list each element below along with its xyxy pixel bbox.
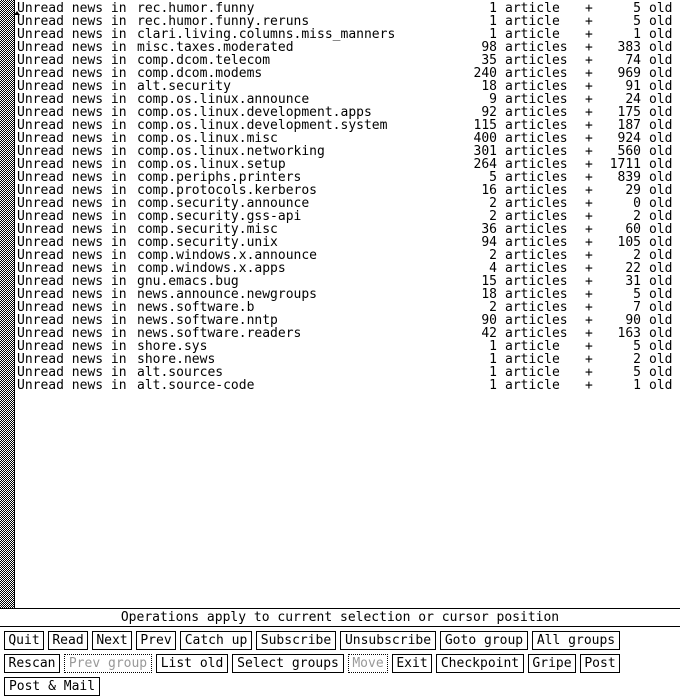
newsgroup-name: rec.humor.funny: [137, 2, 255, 15]
row-prefix: Unread news in: [17, 275, 127, 288]
prev-button[interactable]: Prev: [136, 631, 176, 650]
old-label: old: [649, 327, 673, 340]
unread-count: 2: [489, 210, 497, 223]
newsgroup-list-pane[interactable]: [17, 2, 677, 602]
old-label: old: [649, 340, 673, 353]
plus-sign: +: [585, 223, 593, 236]
unread-count: 1: [489, 2, 497, 15]
newsgroup-row[interactable]: [17, 28, 677, 41]
newsgroup-row[interactable]: [17, 366, 677, 379]
unit-label: articles: [505, 158, 568, 171]
old-count: 24: [625, 93, 641, 106]
newsgroup-name: comp.security.announce: [137, 197, 310, 210]
unread-count: 18: [481, 288, 497, 301]
newsgroup-name: comp.os.linux.announce: [137, 93, 310, 106]
old-count: 969: [617, 67, 641, 80]
row-prefix: Unread news in: [17, 15, 127, 28]
newsgroup-row[interactable]: [17, 158, 677, 171]
newsgroup-name: alt.security: [137, 80, 231, 93]
row-prefix: Unread news in: [17, 288, 127, 301]
plus-sign: +: [585, 41, 593, 54]
old-label: old: [649, 119, 673, 132]
old-count: 5: [633, 15, 641, 28]
row-prefix: Unread news in: [17, 28, 127, 41]
plus-sign: +: [585, 340, 593, 353]
unit-label: articles: [505, 327, 568, 340]
plus-sign: +: [585, 15, 593, 28]
old-count: 5: [633, 288, 641, 301]
plus-sign: +: [585, 249, 593, 262]
plus-sign: +: [585, 327, 593, 340]
unit-label: articles: [505, 80, 568, 93]
newsgroup-name: comp.security.unix: [137, 236, 278, 249]
unread-count: 301: [473, 145, 497, 158]
quit-button[interactable]: Quit: [4, 631, 44, 650]
row-prefix: Unread news in: [17, 54, 127, 67]
post-button[interactable]: Post: [580, 654, 620, 673]
plus-sign: +: [585, 236, 593, 249]
row-prefix: Unread news in: [17, 366, 127, 379]
newsgroup-name: comp.dcom.telecom: [137, 54, 271, 67]
old-count: 0: [633, 197, 641, 210]
newsgroup-name: comp.periphs.printers: [137, 171, 302, 184]
row-prefix: Unread news in: [17, 171, 127, 184]
newsgroup-name: comp.os.linux.development.system: [137, 119, 388, 132]
plus-sign: +: [585, 145, 593, 158]
newsgroup-row[interactable]: [17, 223, 677, 236]
newsgroup-row[interactable]: [17, 314, 677, 327]
newsgroup-name: news.software.b: [137, 301, 255, 314]
old-label: old: [649, 132, 673, 145]
old-label: old: [649, 67, 673, 80]
old-label: old: [649, 15, 673, 28]
text-insertion-caret-icon: [14, 11, 20, 15]
unread-count: 16: [481, 184, 497, 197]
checkpoint-button[interactable]: Checkpoint: [436, 654, 524, 673]
unsubscribe-button[interactable]: Unsubscribe: [340, 631, 436, 650]
unit-label: article: [505, 28, 560, 41]
newsgroup-name: comp.os.linux.misc: [137, 132, 278, 145]
newsgroup-row[interactable]: [17, 197, 677, 210]
newsgroup-row[interactable]: [17, 132, 677, 145]
scrollbar-divider: [14, 0, 15, 609]
unread-count: 2: [489, 249, 497, 262]
old-label: old: [649, 314, 673, 327]
row-prefix: Unread news in: [17, 223, 127, 236]
unread-count: 1: [489, 340, 497, 353]
old-count: 163: [617, 327, 641, 340]
unread-count: 264: [473, 158, 497, 171]
newsgroup-row[interactable]: [17, 41, 677, 54]
unit-label: articles: [505, 249, 568, 262]
old-count: 839: [617, 171, 641, 184]
plus-sign: +: [585, 184, 593, 197]
old-label: old: [649, 301, 673, 314]
newsgroup-name: misc.taxes.moderated: [137, 41, 294, 54]
plus-sign: +: [585, 288, 593, 301]
newsgroup-row[interactable]: [17, 15, 677, 28]
newsgroup-row[interactable]: [17, 2, 677, 15]
unit-label: articles: [505, 262, 568, 275]
row-prefix: Unread news in: [17, 249, 127, 262]
subscribe-button[interactable]: Subscribe: [256, 631, 336, 650]
unit-label: articles: [505, 301, 568, 314]
unit-label: articles: [505, 67, 568, 80]
newsgroup-name: alt.sources: [137, 366, 224, 379]
old-label: old: [649, 145, 673, 158]
unit-label: article: [505, 366, 560, 379]
newsgroup-row[interactable]: [17, 171, 677, 184]
unit-label: articles: [505, 132, 568, 145]
exit-button[interactable]: Exit: [392, 654, 432, 673]
unread-count: 1: [489, 379, 497, 392]
all-groups-button[interactable]: All groups: [532, 631, 620, 650]
newsgroup-row[interactable]: [17, 249, 677, 262]
unread-count: 4: [489, 262, 497, 275]
unread-count: 15: [481, 275, 497, 288]
old-count: 22: [625, 262, 641, 275]
unread-count: 36: [481, 223, 497, 236]
unread-count: 18: [481, 80, 497, 93]
newsgroup-name: shore.news: [137, 353, 216, 366]
newsgroup-name: alt.source-code: [137, 379, 255, 392]
unit-label: articles: [505, 288, 568, 301]
next-button[interactable]: Next: [92, 631, 132, 650]
old-label: old: [649, 353, 673, 366]
newsgroup-row[interactable]: [17, 145, 677, 158]
old-label: old: [649, 275, 673, 288]
old-label: old: [649, 223, 673, 236]
plus-sign: +: [585, 54, 593, 67]
status-message: Operations apply to current selection or cursor position: [120, 610, 560, 625]
row-prefix: Unread news in: [17, 262, 127, 275]
newsgroup-name: clari.living.columns.miss_manners: [137, 28, 396, 41]
gripe-button[interactable]: Gripe: [528, 654, 576, 673]
newsgroup-row[interactable]: [17, 236, 677, 249]
plus-sign: +: [585, 197, 593, 210]
newsgroup-name: news.software.nntp: [137, 314, 278, 327]
unread-count: 90: [481, 314, 497, 327]
old-count: 1: [633, 379, 641, 392]
row-prefix: Unread news in: [17, 210, 127, 223]
list-old-button[interactable]: List old: [156, 654, 228, 673]
newsgroup-row[interactable]: [17, 288, 677, 301]
row-prefix: Unread news in: [17, 2, 127, 15]
newsgroup-row[interactable]: [17, 106, 677, 119]
unit-label: article: [505, 379, 560, 392]
unit-label: articles: [505, 184, 568, 197]
plus-sign: +: [585, 106, 593, 119]
old-label: old: [649, 366, 673, 379]
plus-sign: +: [585, 28, 593, 41]
plus-sign: +: [585, 171, 593, 184]
old-count: 187: [617, 119, 641, 132]
row-prefix: Unread news in: [17, 145, 127, 158]
row-prefix: Unread news in: [17, 119, 127, 132]
newsgroup-name: comp.windows.x.announce: [137, 249, 318, 262]
vertical-scrollbar[interactable]: [0, 0, 14, 608]
old-count: 91: [625, 80, 641, 93]
old-label: old: [649, 158, 673, 171]
old-count: 5: [633, 340, 641, 353]
unread-count: 2: [489, 301, 497, 314]
unit-label: articles: [505, 210, 568, 223]
plus-sign: +: [585, 314, 593, 327]
row-prefix: Unread news in: [17, 106, 127, 119]
newsgroup-name: comp.os.linux.development.apps: [137, 106, 372, 119]
old-count: 74: [625, 54, 641, 67]
unit-label: articles: [505, 145, 568, 158]
unit-label: articles: [505, 93, 568, 106]
row-prefix: Unread news in: [17, 379, 127, 392]
unread-count: 98: [481, 41, 497, 54]
unread-count: 94: [481, 236, 497, 249]
row-prefix: Unread news in: [17, 184, 127, 197]
newsgroup-row[interactable]: [17, 275, 677, 288]
old-label: old: [649, 41, 673, 54]
newsgroup-name: comp.os.linux.setup: [137, 158, 286, 171]
plus-sign: +: [585, 353, 593, 366]
newsgroup-name: comp.os.linux.networking: [137, 145, 325, 158]
row-prefix: Unread news in: [17, 93, 127, 106]
unread-count: 5: [489, 171, 497, 184]
newsgroup-row[interactable]: [17, 80, 677, 93]
newsgroup-row[interactable]: [17, 119, 677, 132]
unit-label: articles: [505, 197, 568, 210]
row-prefix: Unread news in: [17, 327, 127, 340]
unit-label: articles: [505, 41, 568, 54]
newsgroup-name: shore.sys: [137, 340, 208, 353]
old-count: 383: [617, 41, 641, 54]
newsgroup-row[interactable]: [17, 93, 677, 106]
old-label: old: [649, 249, 673, 262]
plus-sign: +: [585, 301, 593, 314]
plus-sign: +: [585, 210, 593, 223]
old-label: old: [649, 288, 673, 301]
row-prefix: Unread news in: [17, 158, 127, 171]
divider-bottom: [0, 626, 680, 627]
newsgroup-row[interactable]: [17, 379, 677, 392]
old-label: old: [649, 210, 673, 223]
row-prefix: Unread news in: [17, 41, 127, 54]
plus-sign: +: [585, 67, 593, 80]
old-label: old: [649, 197, 673, 210]
old-label: old: [649, 171, 673, 184]
unread-count: 92: [481, 106, 497, 119]
plus-sign: +: [585, 132, 593, 145]
unit-label: articles: [505, 106, 568, 119]
row-prefix: Unread news in: [17, 301, 127, 314]
old-count: 924: [617, 132, 641, 145]
newsgroup-row[interactable]: [17, 340, 677, 353]
row-prefix: Unread news in: [17, 67, 127, 80]
rescan-button[interactable]: Rescan: [4, 654, 60, 673]
newsgroup-row[interactable]: [17, 301, 677, 314]
old-label: old: [649, 28, 673, 41]
divider-top: [0, 608, 680, 609]
old-label: old: [649, 2, 673, 15]
newsgroup-name: comp.security.misc: [137, 223, 278, 236]
row-prefix: Unread news in: [17, 80, 127, 93]
newsgroup-row[interactable]: [17, 327, 677, 340]
unit-label: articles: [505, 275, 568, 288]
newsgroup-row[interactable]: [17, 184, 677, 197]
unread-count: 400: [473, 132, 497, 145]
post-mail-button[interactable]: Post & Mail: [4, 677, 100, 696]
unread-count: 1: [489, 353, 497, 366]
newsgroup-name: gnu.emacs.bug: [137, 275, 239, 288]
plus-sign: +: [585, 80, 593, 93]
unit-label: article: [505, 2, 560, 15]
plus-sign: +: [585, 2, 593, 15]
row-prefix: Unread news in: [17, 314, 127, 327]
plus-sign: +: [585, 262, 593, 275]
old-label: old: [649, 54, 673, 67]
old-label: old: [649, 236, 673, 249]
read-button[interactable]: Read: [48, 631, 88, 650]
unit-label: articles: [505, 54, 568, 67]
unread-count: 9: [489, 93, 497, 106]
old-count: 560: [617, 145, 641, 158]
unit-label: articles: [505, 314, 568, 327]
unread-count: 115: [473, 119, 497, 132]
old-count: 90: [625, 314, 641, 327]
old-label: old: [649, 80, 673, 93]
unit-label: articles: [505, 223, 568, 236]
newsgroup-row[interactable]: [17, 54, 677, 67]
move-button[interactable]: Move: [348, 654, 388, 673]
plus-sign: +: [585, 379, 593, 392]
old-label: old: [649, 262, 673, 275]
plus-sign: +: [585, 158, 593, 171]
row-prefix: Unread news in: [17, 197, 127, 210]
unit-label: article: [505, 353, 560, 366]
old-count: 175: [617, 106, 641, 119]
old-count: 29: [625, 184, 641, 197]
unread-count: 240: [473, 67, 497, 80]
row-prefix: Unread news in: [17, 353, 127, 366]
select-groups-button[interactable]: Select groups: [232, 654, 344, 673]
old-label: old: [649, 93, 673, 106]
prev-group-button[interactable]: Prev group: [64, 654, 152, 673]
unit-label: articles: [505, 236, 568, 249]
goto-group-button[interactable]: Goto group: [440, 631, 528, 650]
unread-count: 2: [489, 197, 497, 210]
old-label: old: [649, 379, 673, 392]
plus-sign: +: [585, 93, 593, 106]
old-label: old: [649, 106, 673, 119]
old-count: 2: [633, 353, 641, 366]
newsgroup-name: news.software.readers: [137, 327, 302, 340]
catch-up-button[interactable]: Catch up: [180, 631, 252, 650]
newsgroup-name: comp.security.gss-api: [137, 210, 302, 223]
old-count: 5: [633, 366, 641, 379]
plus-sign: +: [585, 275, 593, 288]
newsgroup-name: comp.dcom.modems: [137, 67, 263, 80]
plus-sign: +: [585, 119, 593, 132]
unit-label: article: [505, 15, 560, 28]
old-count: 2: [633, 249, 641, 262]
unread-count: 1: [489, 28, 497, 41]
old-count: 31: [625, 275, 641, 288]
newsgroup-name: rec.humor.funny.reruns: [137, 15, 310, 28]
newsgroup-row[interactable]: [17, 353, 677, 366]
old-label: old: [649, 184, 673, 197]
unread-count: 35: [481, 54, 497, 67]
newsgroup-name: comp.protocols.kerberos: [137, 184, 318, 197]
newsgroup-row[interactable]: [17, 67, 677, 80]
old-count: 105: [617, 236, 641, 249]
unit-label: articles: [505, 119, 568, 132]
unread-count: 1: [489, 366, 497, 379]
row-prefix: Unread news in: [17, 340, 127, 353]
newsgroup-name: comp.windows.x.apps: [137, 262, 286, 275]
old-count: 1: [633, 28, 641, 41]
old-count: 60: [625, 223, 641, 236]
newsgroup-name: news.announce.newgroups: [137, 288, 318, 301]
newsgroup-row[interactable]: [17, 210, 677, 223]
old-count: 7: [633, 301, 641, 314]
old-count: 5: [633, 2, 641, 15]
row-prefix: Unread news in: [17, 236, 127, 249]
old-count: 1711: [609, 158, 641, 171]
row-prefix: Unread news in: [17, 132, 127, 145]
unit-label: articles: [505, 171, 568, 184]
unit-label: article: [505, 340, 560, 353]
old-count: 2: [633, 210, 641, 223]
unread-count: 42: [481, 327, 497, 340]
plus-sign: +: [585, 366, 593, 379]
newsgroup-row[interactable]: [17, 262, 677, 275]
unread-count: 1: [489, 15, 497, 28]
